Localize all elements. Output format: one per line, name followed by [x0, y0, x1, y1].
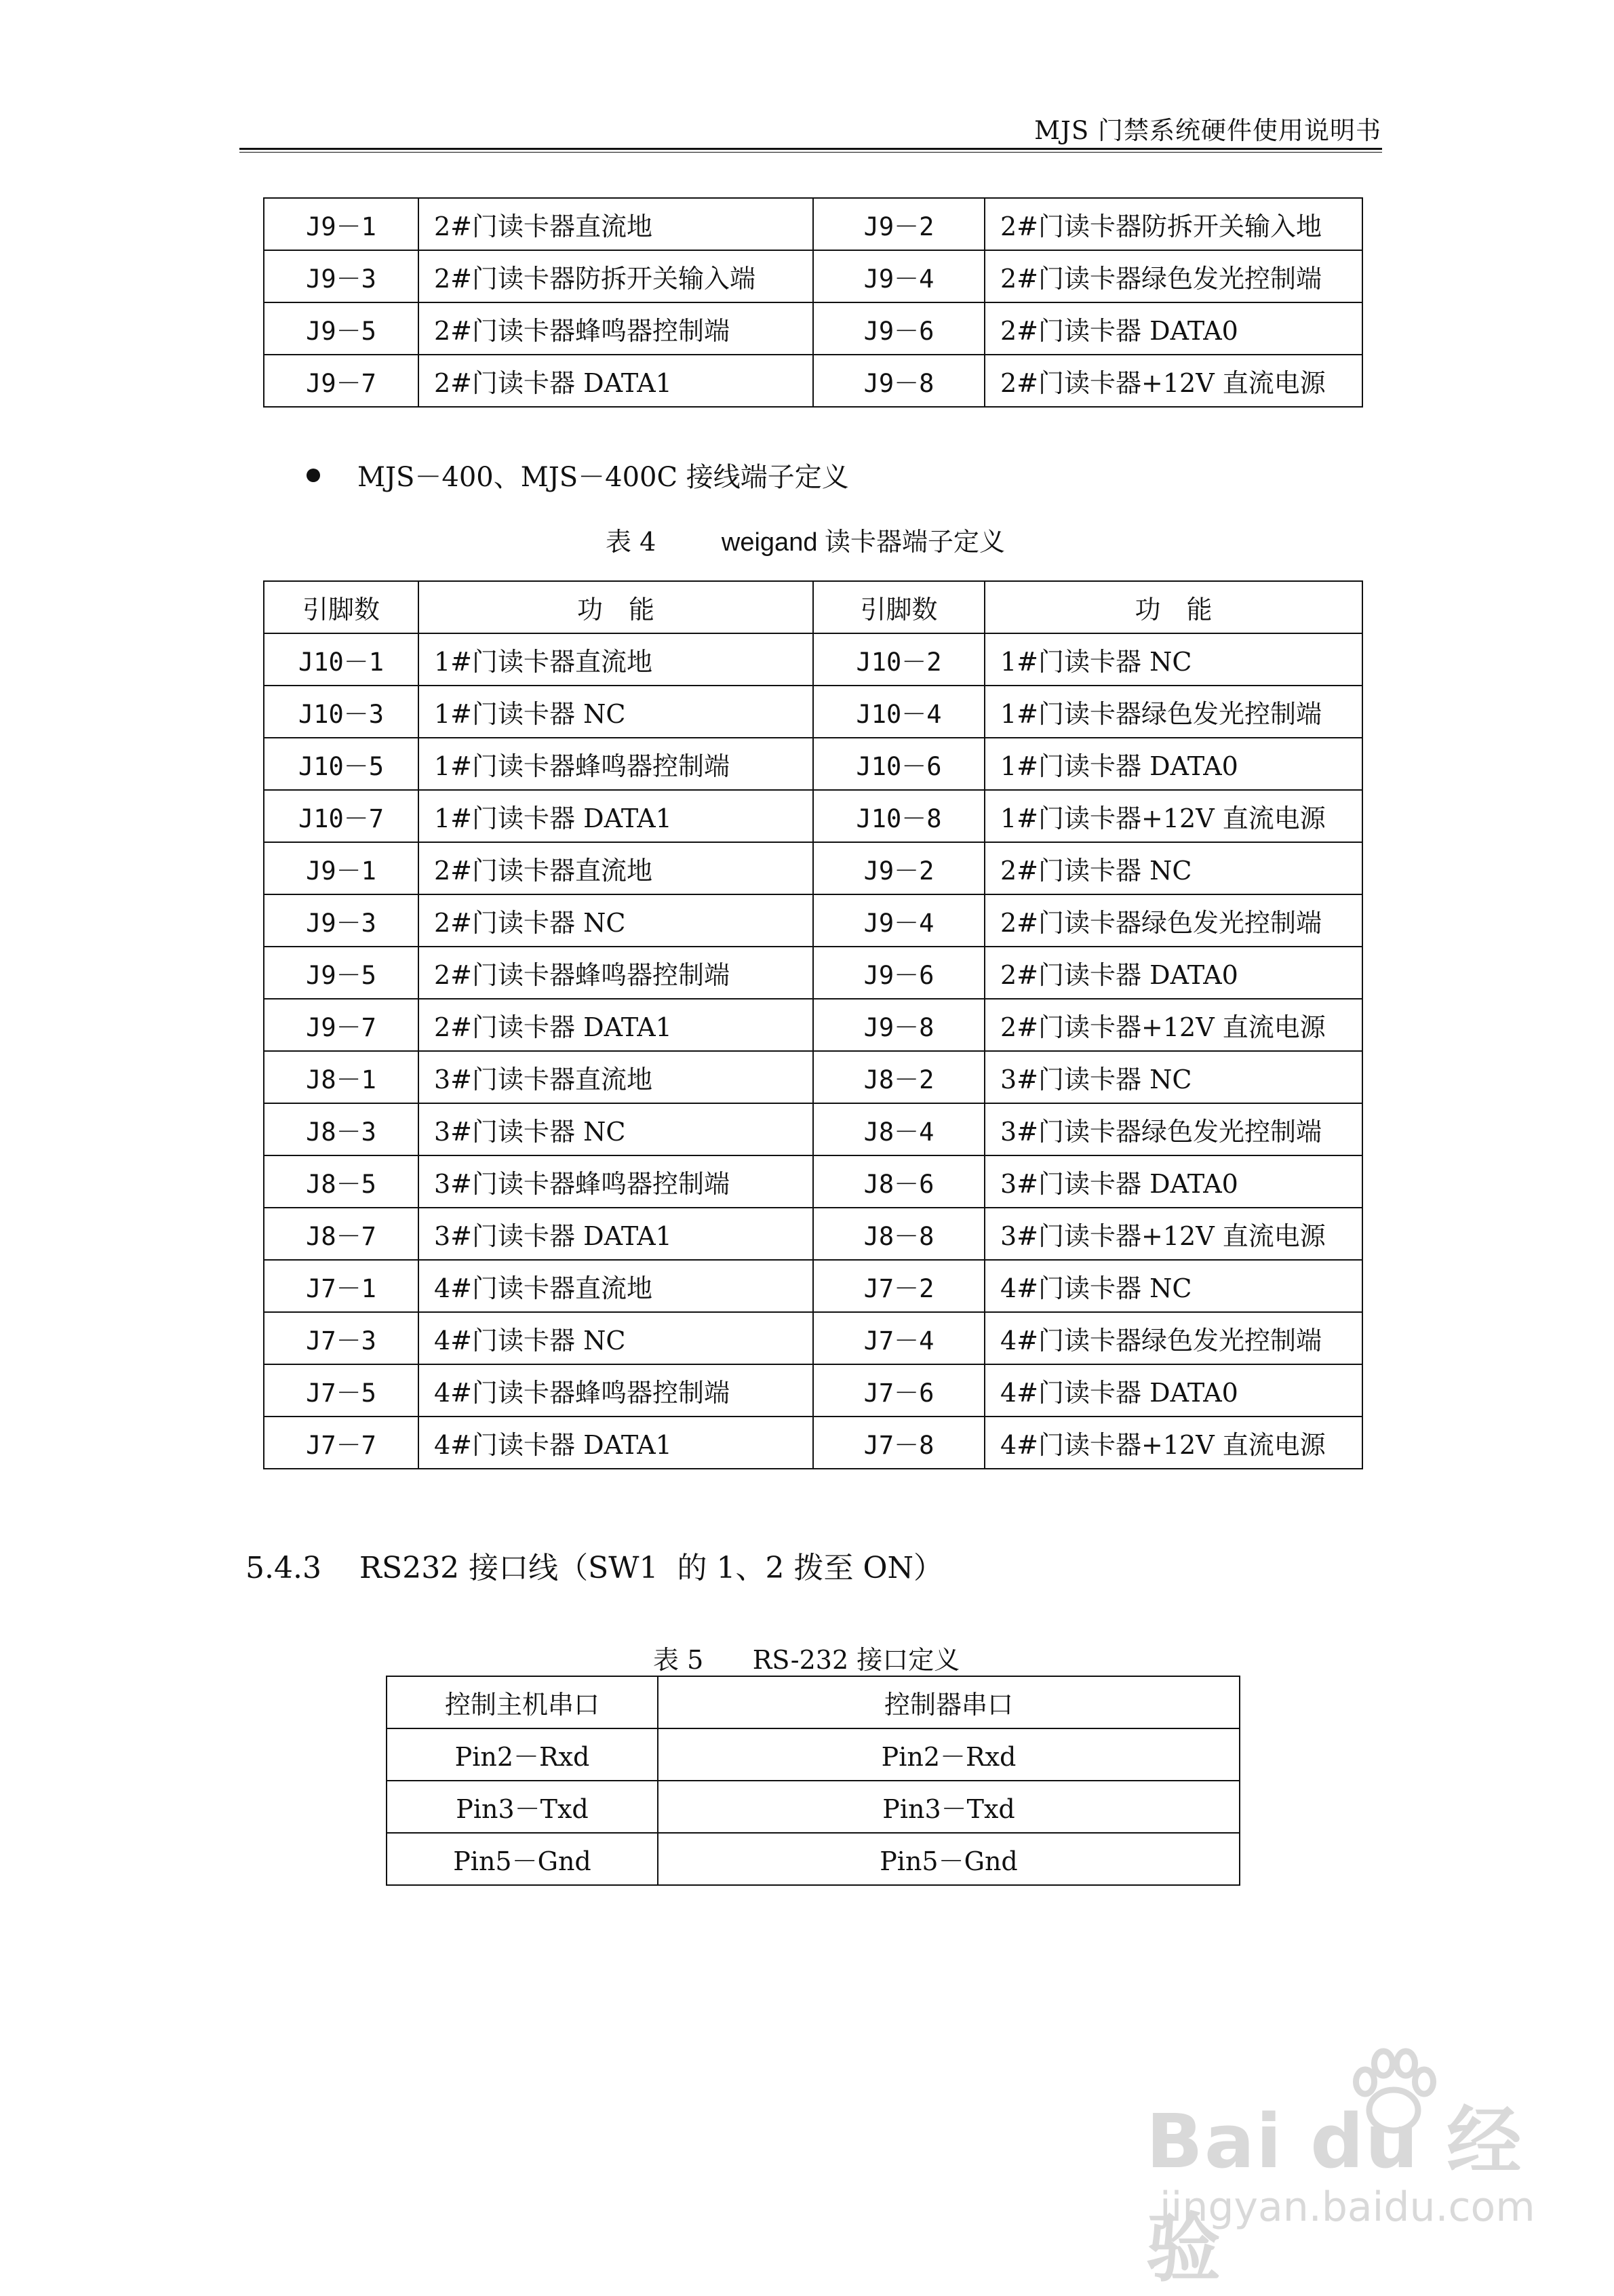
pin-cell: J9－7	[264, 355, 418, 407]
table-row	[264, 686, 1362, 738]
table-row	[264, 1312, 1362, 1364]
function-cell: 2#门读卡器 DATA0	[985, 302, 1362, 355]
pin-cell: J9－2	[813, 842, 985, 894]
table-row	[264, 1260, 1362, 1312]
function-cell: 2#门读卡器直流地	[418, 842, 813, 894]
function-cell: 2#门读卡器 DATA1	[418, 355, 813, 407]
pin-cell: J10－4	[813, 686, 985, 738]
table4-caption-number: 表 4	[606, 527, 656, 557]
column-header: 功 能	[418, 581, 813, 633]
pin-cell: Pin2－Rxd	[387, 1728, 658, 1781]
pin-cell: Pin3－Txd	[658, 1781, 1240, 1833]
pin-table-continued	[263, 197, 1363, 408]
column-header: 引脚数	[813, 581, 985, 633]
function-cell: 1#门读卡器绿色发光控制端	[985, 686, 1362, 738]
pin-cell: J9－3	[264, 250, 418, 302]
table4-caption-text: weigand 读卡器端子定义	[721, 528, 1006, 557]
table-row	[264, 302, 1362, 355]
pin-cell: Pin2－Rxd	[658, 1728, 1240, 1781]
table-row	[264, 999, 1362, 1051]
function-cell: 2#门读卡器+12V 直流电源	[985, 355, 1362, 407]
function-cell: 1#门读卡器 DATA0	[985, 738, 1362, 790]
pin-cell: J9－8	[813, 355, 985, 407]
function-cell: 1#门读卡器 NC	[985, 633, 1362, 686]
rs232-table	[386, 1676, 1240, 1886]
table-row	[264, 1364, 1362, 1417]
baidu-watermark	[1146, 2041, 1535, 2292]
bullet-item	[307, 456, 849, 494]
function-cell: 2#门读卡器蜂鸣器控制端	[418, 302, 813, 355]
function-cell: 1#门读卡器蜂鸣器控制端	[418, 738, 813, 790]
pin-cell: J7－3	[264, 1312, 418, 1364]
pin-cell: J7－6	[813, 1364, 985, 1417]
function-cell: 4#门读卡器 NC	[418, 1312, 813, 1364]
function-cell: 2#门读卡器绿色发光控制端	[985, 894, 1362, 947]
column-header: 引脚数	[264, 581, 418, 633]
function-cell: 3#门读卡器 DATA0	[985, 1155, 1362, 1208]
function-cell: 1#门读卡器直流地	[418, 633, 813, 686]
function-cell: 2#门读卡器+12V 直流电源	[985, 999, 1362, 1051]
pin-cell: J7－5	[264, 1364, 418, 1417]
table4-caption	[606, 521, 1005, 558]
table-row	[264, 1155, 1362, 1208]
function-cell: 2#门读卡器 NC	[985, 842, 1362, 894]
pin-cell: J10－6	[813, 738, 985, 790]
function-cell: 3#门读卡器 NC	[985, 1051, 1362, 1103]
function-cell: 2#门读卡器直流地	[418, 198, 813, 250]
function-cell: 4#门读卡器绿色发光控制端	[985, 1312, 1362, 1364]
bullet-dot	[307, 469, 320, 482]
table-row	[264, 790, 1362, 842]
pin-cell: J9－5	[264, 947, 418, 999]
function-cell: 1#门读卡器 DATA1	[418, 790, 813, 842]
function-cell: 4#门读卡器 DATA0	[985, 1364, 1362, 1417]
pin-cell: J7－4	[813, 1312, 985, 1364]
pin-cell: J9－6	[813, 302, 985, 355]
watermark-brand: Bai du 经验	[1146, 2098, 1523, 2292]
table-row	[387, 1781, 1240, 1833]
column-header: 功 能	[985, 581, 1362, 633]
pin-cell: Pin3－Txd	[387, 1781, 658, 1833]
table-row	[264, 738, 1362, 790]
column-header: 控制主机串口	[387, 1676, 658, 1728]
pin-cell: J8－4	[813, 1103, 985, 1155]
function-cell: 2#门读卡器 DATA0	[985, 947, 1362, 999]
pin-cell: J8－7	[264, 1208, 418, 1260]
pin-cell: J10－5	[264, 738, 418, 790]
pin-cell: J10－3	[264, 686, 418, 738]
function-cell: 3#门读卡器绿色发光控制端	[985, 1103, 1362, 1155]
header-row	[264, 581, 1362, 633]
pin-cell: J10－7	[264, 790, 418, 842]
table-row	[264, 1208, 1362, 1260]
pin-cell: J9－8	[813, 999, 985, 1051]
pin-cell: J9－5	[264, 302, 418, 355]
pin-cell: J8－8	[813, 1208, 985, 1260]
pin-cell: J9－7	[264, 999, 418, 1051]
function-cell: 2#门读卡器蜂鸣器控制端	[418, 947, 813, 999]
function-cell: 2#门读卡器防拆开关输入端	[418, 250, 813, 302]
pin-cell: J8－3	[264, 1103, 418, 1155]
table-row	[264, 250, 1362, 302]
function-cell: 2#门读卡器 DATA1	[418, 999, 813, 1051]
section-title: RS232 接口线（SW1 的 1、2 拨至 ON）	[359, 1551, 944, 1585]
pin-cell: Pin5－Gnd	[658, 1833, 1240, 1885]
pin-cell: J7－8	[813, 1417, 985, 1469]
table5-caption-text: RS-232 接口定义	[752, 1645, 960, 1675]
table5-caption	[653, 1639, 960, 1676]
function-cell: 4#门读卡器+12V 直流电源	[985, 1417, 1362, 1469]
bullet-text: MJS－400、MJS－400C 接线端子定义	[357, 462, 849, 493]
table-row	[264, 1103, 1362, 1155]
pin-cell: J9－3	[264, 894, 418, 947]
table-row	[264, 633, 1362, 686]
pin-cell: J9－6	[813, 947, 985, 999]
table-row	[264, 947, 1362, 999]
function-cell: 2#门读卡器绿色发光控制端	[985, 250, 1362, 302]
table-row	[387, 1728, 1240, 1781]
running-header-title: MJS 门禁系统硬件使用说明书	[1034, 116, 1381, 145]
table-row	[264, 894, 1362, 947]
table-row	[387, 1833, 1240, 1885]
function-cell: 4#门读卡器蜂鸣器控制端	[418, 1364, 813, 1417]
table-row	[264, 842, 1362, 894]
function-cell: 4#门读卡器 NC	[985, 1260, 1362, 1312]
pin-cell: J9－2	[813, 198, 985, 250]
function-cell: 3#门读卡器 NC	[418, 1103, 813, 1155]
watermark-url: jingyan.baidu.com	[1160, 2183, 1535, 2231]
section-number: 5.4.3	[245, 1551, 321, 1585]
function-cell: 1#门读卡器 NC	[418, 686, 813, 738]
function-cell: 3#门读卡器+12V 直流电源	[985, 1208, 1362, 1260]
function-cell: 1#门读卡器+12V 直流电源	[985, 790, 1362, 842]
section-heading	[245, 1543, 943, 1587]
pin-cell: J10－1	[264, 633, 418, 686]
header-row	[387, 1676, 1240, 1728]
pin-cell: J7－2	[813, 1260, 985, 1312]
function-cell: 4#门读卡器 DATA1	[418, 1417, 813, 1469]
pin-cell: J8－2	[813, 1051, 985, 1103]
table5-caption-number: 表 5	[653, 1645, 704, 1675]
pin-cell: J9－4	[813, 894, 985, 947]
pin-cell: J7－7	[264, 1417, 418, 1469]
pin-cell: J9－1	[264, 842, 418, 894]
column-header: 控制器串口	[658, 1676, 1240, 1728]
pin-cell: J8－5	[264, 1155, 418, 1208]
pin-cell: J9－4	[813, 250, 985, 302]
table-row	[264, 1417, 1362, 1469]
function-cell: 4#门读卡器直流地	[418, 1260, 813, 1312]
pin-cell: J9－1	[264, 198, 418, 250]
header-rule	[239, 148, 1382, 153]
function-cell: 2#门读卡器防拆开关输入地	[985, 198, 1362, 250]
pin-cell: Pin5－Gnd	[387, 1833, 658, 1885]
weigand-pin-table	[263, 580, 1363, 1469]
function-cell: 3#门读卡器蜂鸣器控制端	[418, 1155, 813, 1208]
pin-cell: J8－6	[813, 1155, 985, 1208]
table-row	[264, 1051, 1362, 1103]
table-row	[264, 355, 1362, 407]
table-row	[264, 198, 1362, 250]
pin-cell: J8－1	[264, 1051, 418, 1103]
function-cell: 2#门读卡器 NC	[418, 894, 813, 947]
pin-cell: J10－8	[813, 790, 985, 842]
function-cell: 3#门读卡器 DATA1	[418, 1208, 813, 1260]
pin-cell: J10－2	[813, 633, 985, 686]
function-cell: 3#门读卡器直流地	[418, 1051, 813, 1103]
pin-cell: J7－1	[264, 1260, 418, 1312]
